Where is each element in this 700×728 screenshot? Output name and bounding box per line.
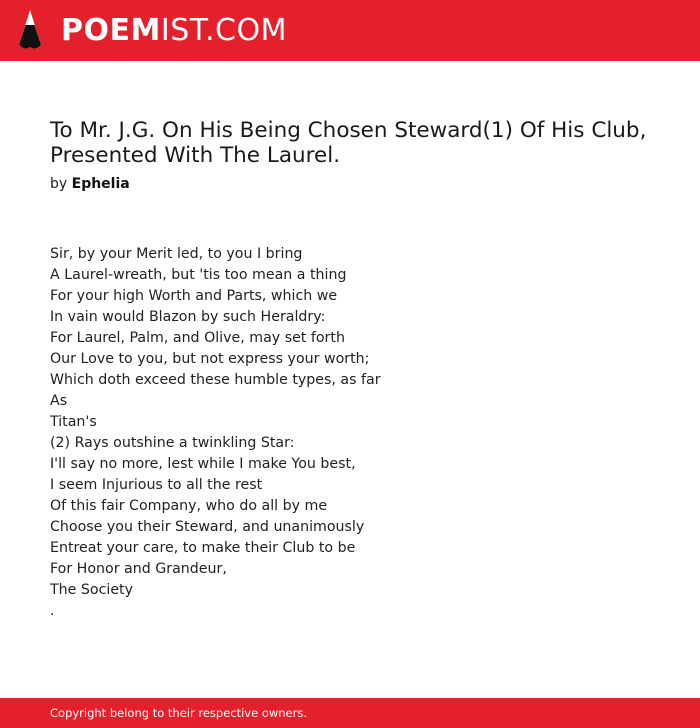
by-label: by (50, 176, 68, 192)
poem-title: To Mr. J.G. On His Being Chosen Steward(1) Of His Club, Presented With The Laurel. (50, 118, 647, 168)
author-name: Ephelia (71, 176, 130, 192)
poem-line: . (50, 603, 55, 619)
brand-bold: POEM (61, 13, 161, 48)
poem-line: For Honor and Grandeur, (50, 561, 227, 577)
poem-line: I seem Injurious to all the rest (50, 477, 263, 493)
poem-line: For your high Worth and Parts, which we (50, 288, 338, 304)
poem-line: Of this fair Company, who do all by me (50, 498, 328, 514)
poem-line: (2) Rays outshine a twinkling Star: (50, 435, 295, 451)
pencil-tip-icon[interactable] (17, 9, 43, 52)
poem-line: Sir, by your Merit led, to you I bring (50, 246, 303, 262)
byline (50, 174, 130, 194)
copyright-text: Copyright belong to their respective owners. (50, 706, 308, 720)
site-logo[interactable] (61, 12, 287, 50)
poem-line: As (50, 393, 68, 409)
brand-light: IST.COM (160, 13, 287, 48)
poem-line: A Laurel-wreath, but 'tis too mean a thing (50, 267, 347, 283)
poem-line: For Laurel, Palm, and Olive, may set forth (50, 330, 345, 346)
poem-line: Titan's (50, 414, 97, 430)
poem-line: Which doth exceed these humble types, as far (50, 372, 381, 388)
poem-line: Entreat your care, to make their Club to be (50, 540, 356, 556)
site-header (0, 0, 700, 61)
poem-line: Choose you their Steward, and unanimously (50, 519, 365, 535)
poem-line: I'll say no more, lest while I make You best, (50, 456, 356, 472)
poem-body (50, 244, 381, 622)
poem-line: In vain would Blazon by such Heraldry: (50, 309, 326, 325)
site-footer (0, 698, 700, 728)
poem-line: The Society (50, 582, 134, 598)
poem-line: Our Love to you, but not express your worth; (50, 351, 370, 367)
